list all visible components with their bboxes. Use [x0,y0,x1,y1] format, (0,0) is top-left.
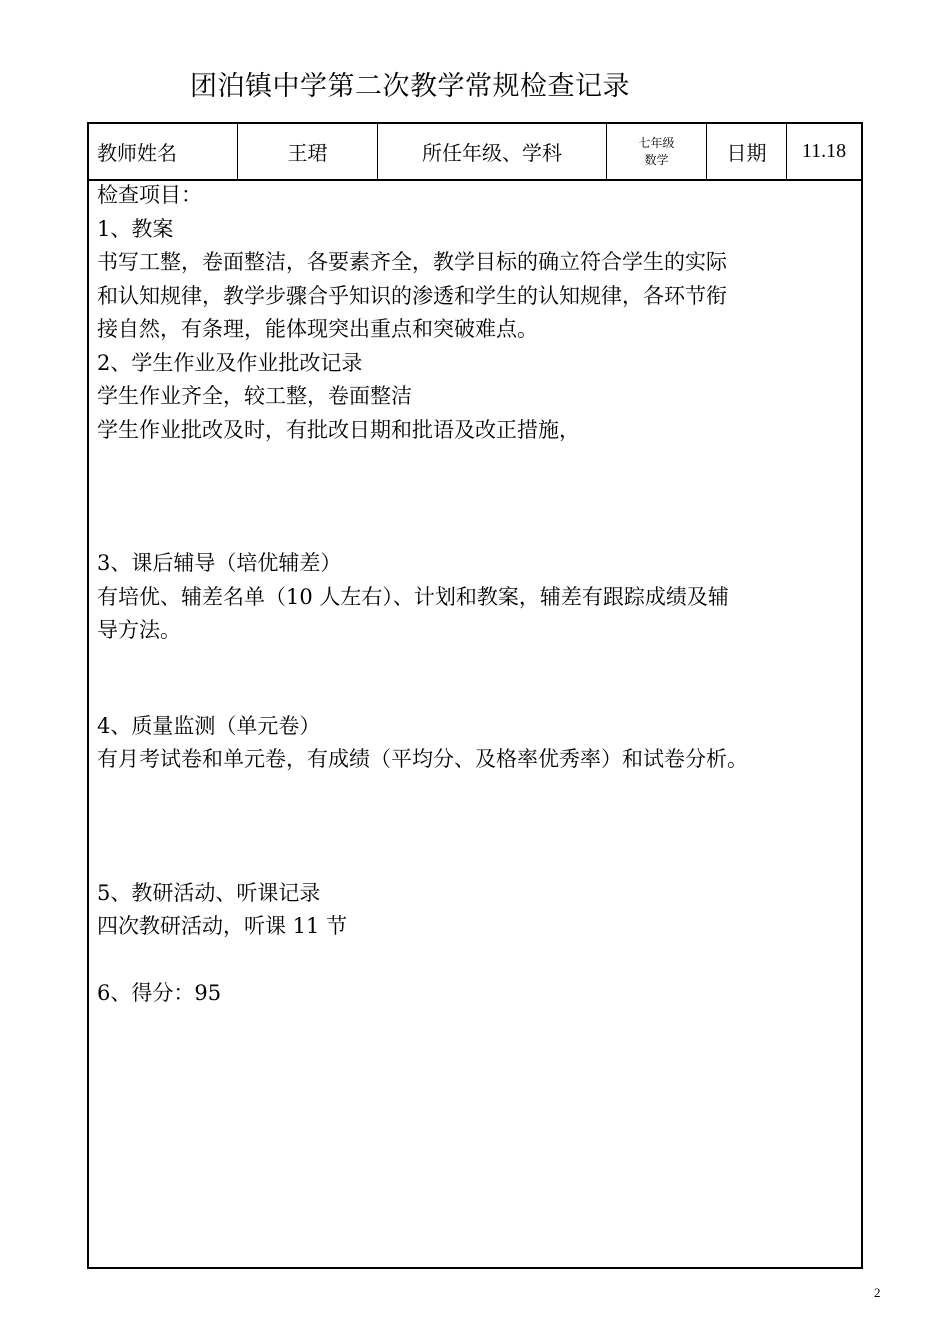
inspection-heading: 检查项目： [97,183,202,207]
page-number: 2 [874,1285,881,1300]
grade-subject-label: 所任年级、学科 [378,124,607,179]
section-title: 2、学生作业及作业批改记录 [97,350,363,375]
spacer [97,648,857,710]
header-row [89,124,861,181]
teacher-name: 王珺 [238,124,378,179]
section-text: 有月考试卷和单元卷，有成绩（平均分、及格率优秀率）和试卷分析。 [97,747,748,771]
spacer [97,944,857,977]
spacer [97,777,857,844]
section-title: 5、教研活动、听课记录 [97,880,321,905]
section-text: 有培优、辅差名单（10 人左右）、计划和教案，辅差有跟踪成绩及辅 [97,584,729,609]
section-text: 导方法。 [97,618,181,642]
section-text: 学生作业齐全，较工整，卷面整洁 [97,384,412,408]
date-value: 11.18 [801,140,847,162]
section-title: 4、质量监测（单元卷） [97,713,321,738]
page-title: 团泊镇中学第二次教学常规检查记录 [190,71,630,102]
grade-value: 七年级 [638,135,675,150]
section-text: 四次教研活动，听课 11 节 [97,914,348,938]
inspection-content [97,179,857,1010]
section-title: 3、课后辅导（培优辅差） [97,551,342,575]
section-text: 学生作业批改及时，有批改日期和批语及改正措施， [97,417,580,442]
record-table [87,122,863,1269]
section-text: 书写工整，卷面整洁，各要素齐全，教学目标的确立符合学生的实际 [97,250,727,274]
score-line: 6、得分：95 [97,980,222,1005]
section-text: 接自然，有条理，能体现突出重点和突破难点。 [97,317,538,341]
spacer [97,514,857,547]
spacer [97,447,857,514]
spacer [97,844,857,877]
subject-value: 数学 [644,152,669,167]
teacher-label: 教师姓名 [89,124,238,179]
section-title: 1、教案 [97,216,174,241]
grade-subject-value [607,124,707,179]
date-label: 日期 [707,124,787,179]
section-text: 和认知规律，教学步骤合乎知识的渗透和学生的认知规律，各环节衔 [97,283,727,308]
